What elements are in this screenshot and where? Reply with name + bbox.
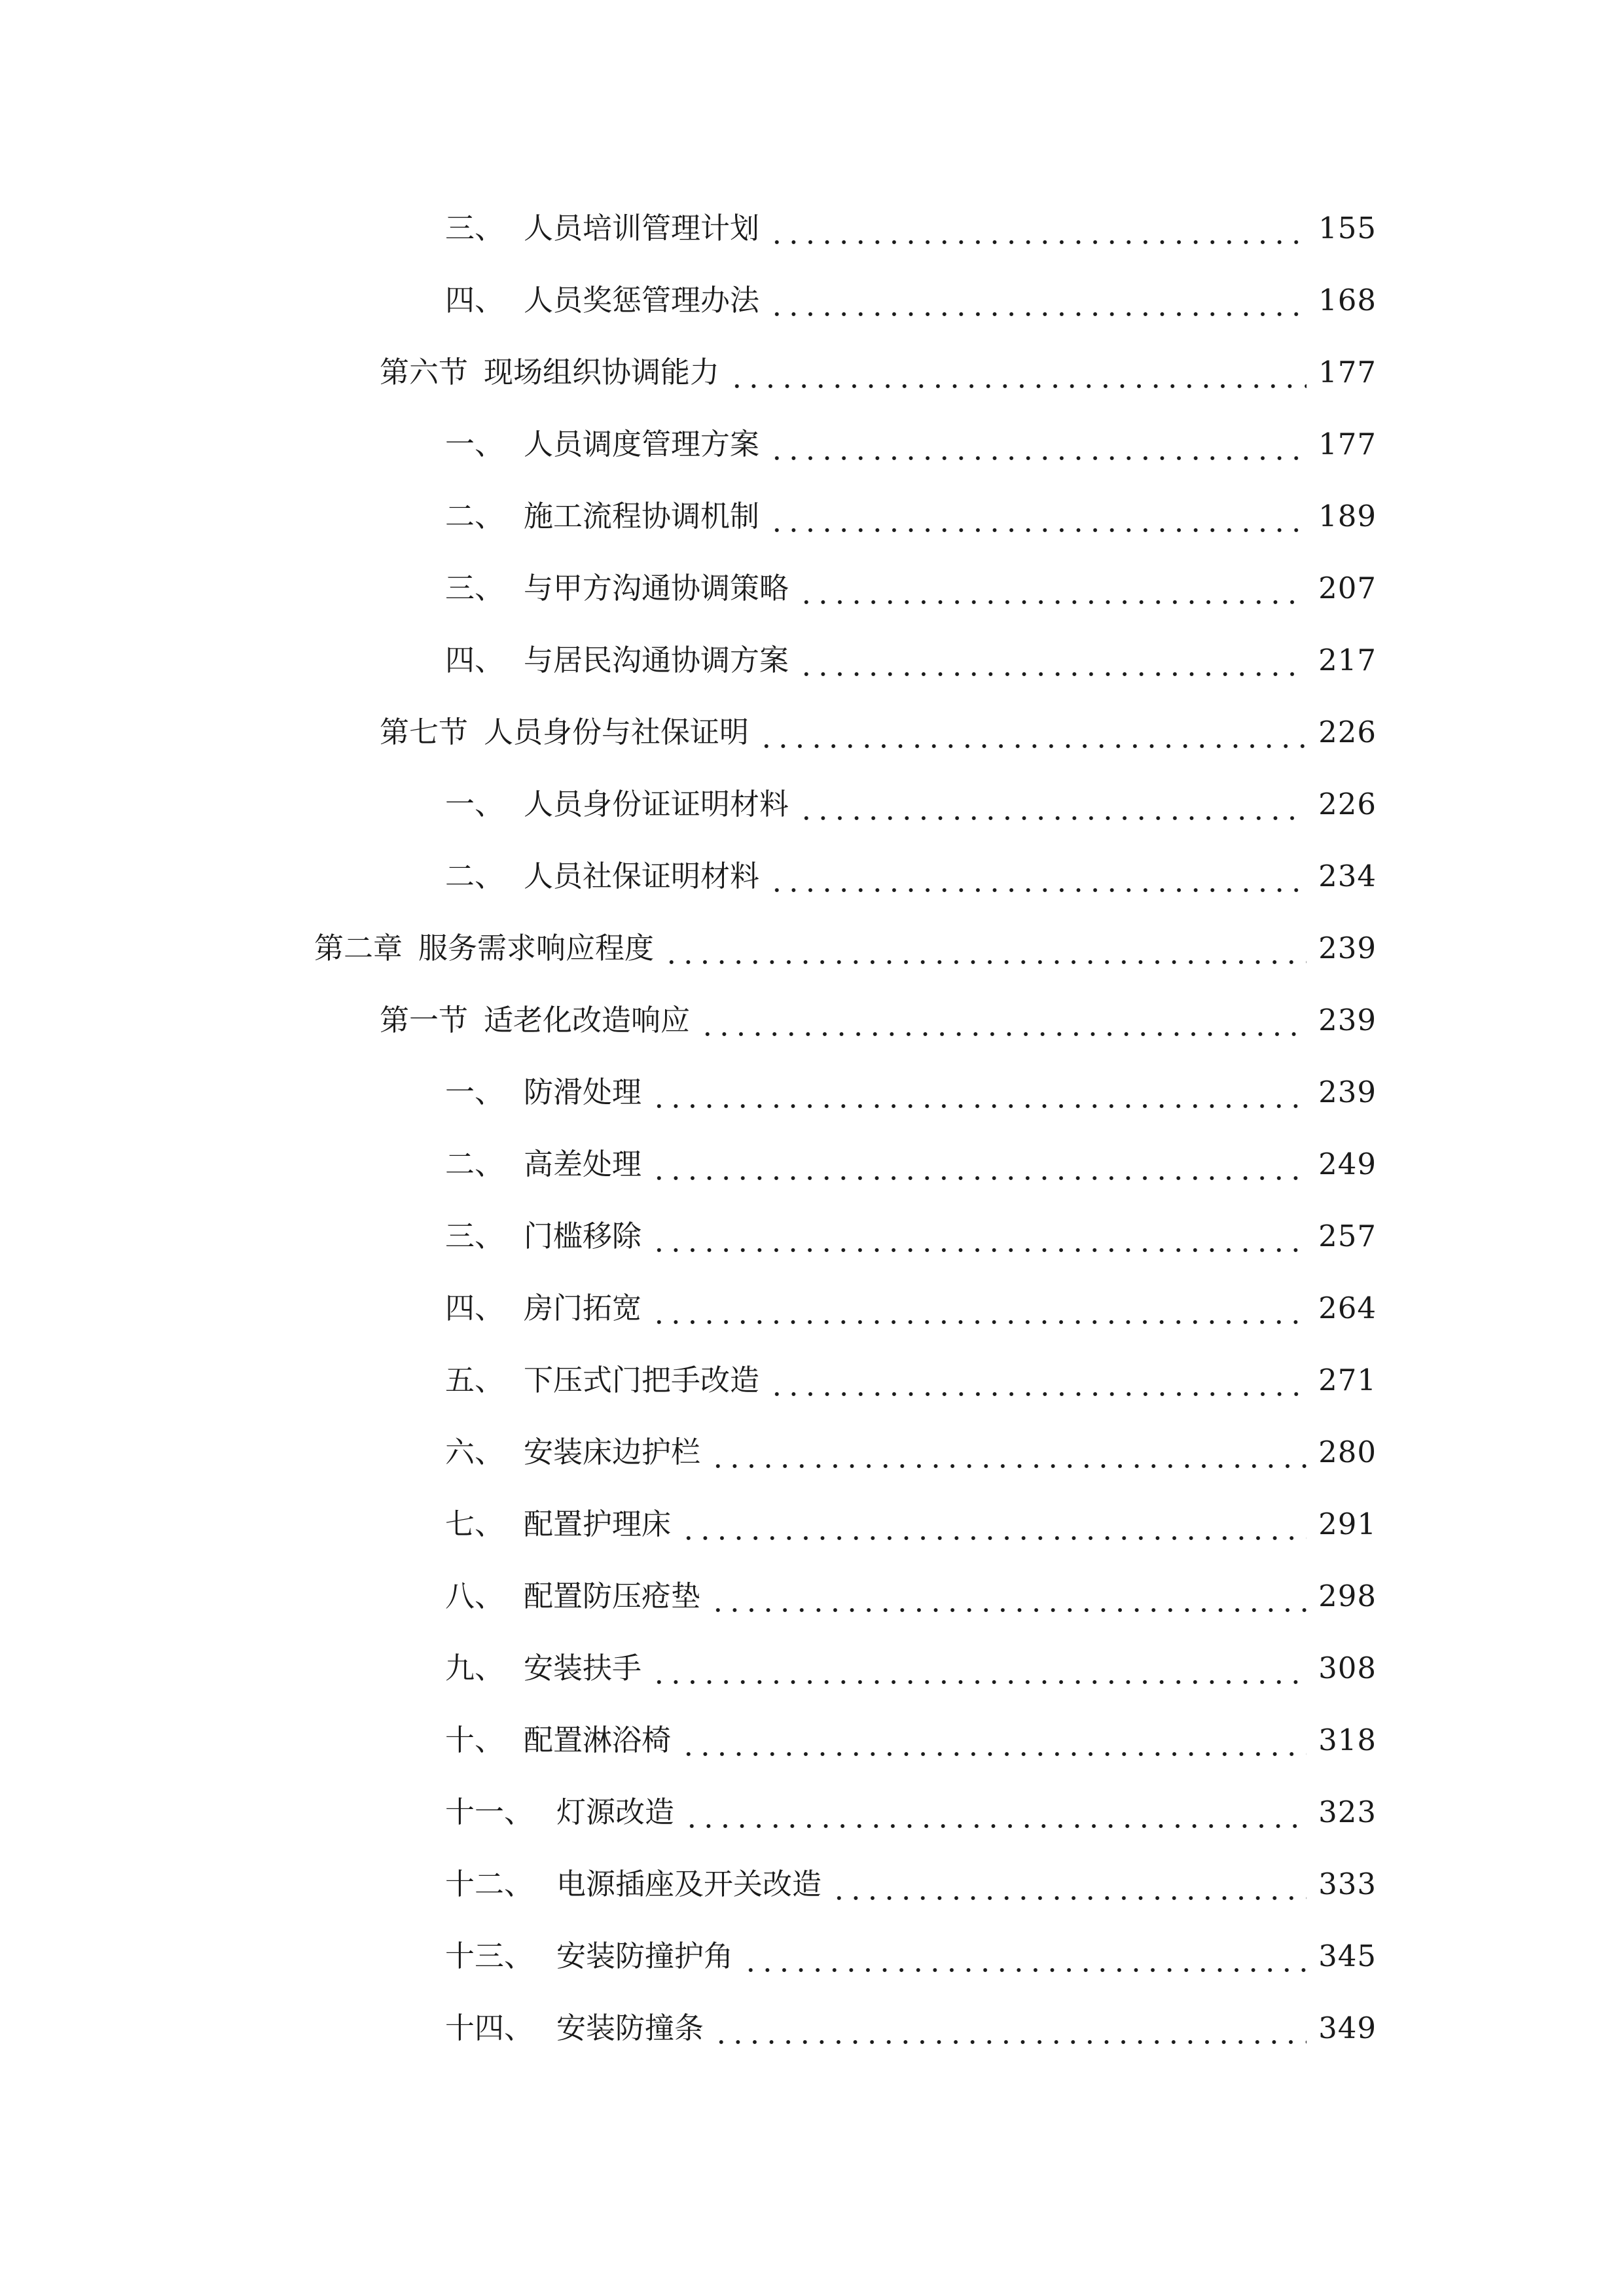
entry-title: 安装防撞条 [556, 2011, 704, 2045]
entry-title: 与居民沟通协调方案 [524, 643, 789, 677]
entry-marker: 七、 [445, 1507, 505, 1541]
entry-title: 配置淋浴椅 [524, 1723, 672, 1757]
dot-leader [729, 346, 1307, 399]
dot-leader [758, 706, 1307, 759]
entry-page-number: 308 [1318, 1651, 1377, 1685]
toc-entry[interactable] [445, 1570, 1377, 1623]
dot-leader [768, 850, 1307, 903]
entry-title: 人员奖惩管理办法 [524, 283, 760, 317]
entry-marker: 第一节 [380, 1003, 469, 1037]
entry-page-number: 271 [1318, 1363, 1377, 1397]
entry-page-number: 345 [1318, 1939, 1377, 1973]
dot-leader [680, 1714, 1307, 1767]
dot-leader [683, 1786, 1307, 1839]
entry-title: 人员培训管理计划 [524, 211, 760, 245]
entry-marker: 二、 [445, 1147, 505, 1181]
entry-marker: 第六节 [380, 355, 469, 389]
entry-marker: 十四、 [445, 2011, 534, 2045]
entry-marker: 十二、 [445, 1867, 534, 1901]
toc-entry[interactable] [445, 1786, 1377, 1839]
toc-entry[interactable] [445, 274, 1377, 327]
entry-marker: 二、 [445, 859, 505, 893]
entry-title: 配置防压疮垫 [524, 1579, 701, 1613]
dot-leader [651, 1210, 1307, 1263]
entry-page-number: 226 [1318, 715, 1377, 749]
dot-leader [710, 1426, 1307, 1479]
entry-title: 房门拓宽 [524, 1291, 642, 1325]
entry-marker: 六、 [445, 1435, 505, 1469]
dot-leader [768, 274, 1307, 327]
toc-entry[interactable] [445, 1426, 1377, 1479]
entry-title: 下压式门把手改造 [524, 1363, 760, 1397]
dot-leader [713, 2002, 1307, 2054]
entry-title: 电源插座及开关改造 [556, 1867, 822, 1901]
toc-entry-section[interactable] [380, 346, 1377, 399]
entry-page-number: 239 [1318, 1075, 1377, 1109]
entry-page-number: 291 [1318, 1507, 1377, 1541]
entry-page-number: 168 [1318, 283, 1377, 317]
dot-leader [798, 562, 1307, 615]
dot-leader [680, 1498, 1307, 1551]
toc-entry[interactable] [445, 202, 1377, 255]
entry-page-number: 234 [1318, 859, 1377, 893]
entry-marker: 十三、 [445, 1939, 534, 1973]
toc-entry[interactable] [445, 1498, 1377, 1551]
entry-title: 人员社保证明材料 [524, 859, 760, 893]
entry-title: 高差处理 [524, 1147, 642, 1181]
toc-entry[interactable] [445, 1282, 1377, 1335]
entry-marker: 一、 [445, 1075, 505, 1109]
entry-marker: 第二章 [314, 931, 403, 965]
dot-leader [742, 1930, 1307, 1982]
dot-leader [651, 1138, 1307, 1191]
entry-marker: 二、 [445, 499, 505, 533]
dot-leader [710, 1570, 1307, 1623]
toc-entry[interactable] [445, 1714, 1377, 1767]
entry-page-number: 298 [1318, 1579, 1377, 1613]
dot-leader [663, 922, 1307, 975]
dot-leader [768, 202, 1307, 255]
dot-leader [768, 418, 1307, 471]
entry-title: 现场组织协调能力 [484, 355, 720, 389]
toc-entry[interactable] [445, 490, 1377, 543]
entry-marker: 四、 [445, 643, 505, 677]
entry-title: 人员调度管理方案 [524, 427, 760, 461]
entry-page-number: 257 [1318, 1219, 1377, 1253]
entry-page-number: 318 [1318, 1723, 1377, 1757]
entry-marker: 九、 [445, 1651, 505, 1685]
entry-marker: 四、 [445, 283, 505, 317]
dot-leader [798, 778, 1307, 831]
entry-title: 人员身份与社保证明 [484, 715, 749, 749]
dot-leader [651, 1066, 1307, 1119]
entry-page-number: 207 [1318, 571, 1377, 605]
toc-entry-section[interactable] [380, 706, 1377, 759]
entry-page-number: 323 [1318, 1795, 1377, 1829]
toc-entry[interactable] [445, 778, 1377, 831]
entry-page-number: 349 [1318, 2011, 1377, 2045]
toc-entry[interactable] [445, 1858, 1377, 1910]
entry-title: 防滑处理 [524, 1075, 642, 1109]
toc-entry[interactable] [445, 850, 1377, 903]
entry-page-number: 239 [1318, 931, 1377, 965]
entry-title: 安装床边护栏 [524, 1435, 701, 1469]
toc-entry[interactable] [445, 562, 1377, 615]
entry-page-number: 333 [1318, 1867, 1377, 1901]
entry-page-number: 177 [1318, 427, 1377, 461]
entry-title: 人员身份证证明材料 [524, 787, 789, 821]
toc-entry[interactable] [445, 1138, 1377, 1191]
entry-page-number: 189 [1318, 499, 1377, 533]
entry-page-number: 264 [1318, 1291, 1377, 1325]
entry-marker: 四、 [445, 1291, 505, 1325]
dot-leader [798, 634, 1307, 687]
entry-title: 门槛移除 [524, 1219, 642, 1253]
dot-leader [768, 1354, 1307, 1407]
entry-page-number: 280 [1318, 1435, 1377, 1469]
entry-title: 与甲方沟通协调策略 [524, 571, 789, 605]
dot-leader [651, 1282, 1307, 1335]
entry-page-number: 177 [1318, 355, 1377, 389]
entry-page-number: 217 [1318, 643, 1377, 677]
entry-marker: 三、 [445, 571, 505, 605]
entry-marker: 十、 [445, 1723, 505, 1757]
toc-entry-chapter[interactable] [314, 922, 1377, 975]
entry-title: 服务需求响应程度 [418, 931, 655, 965]
entry-page-number: 226 [1318, 787, 1377, 821]
dot-leader [831, 1858, 1307, 1910]
toc-entry[interactable] [445, 1930, 1377, 1982]
entry-marker: 一、 [445, 787, 505, 821]
toc-entry[interactable] [445, 1354, 1377, 1407]
toc-entry[interactable] [445, 1642, 1377, 1695]
entry-title: 施工流程协调机制 [524, 499, 760, 533]
entry-page-number: 239 [1318, 1003, 1377, 1037]
entry-title: 安装扶手 [524, 1651, 642, 1685]
entry-title: 配置护理床 [524, 1507, 672, 1541]
entry-marker: 八、 [445, 1579, 505, 1613]
entry-title: 适老化改造响应 [484, 1003, 691, 1037]
toc-entry[interactable] [445, 634, 1377, 687]
dot-leader [699, 994, 1307, 1047]
entry-marker: 五、 [445, 1363, 505, 1397]
toc-entry[interactable] [445, 2002, 1377, 2054]
entry-title: 安装防撞护角 [556, 1939, 734, 1973]
toc-entry[interactable] [445, 1066, 1377, 1119]
dot-leader [768, 490, 1307, 543]
dot-leader [651, 1642, 1307, 1695]
entry-title: 灯源改造 [556, 1795, 675, 1829]
entry-marker: 一、 [445, 427, 505, 461]
toc-entry[interactable] [445, 1210, 1377, 1263]
toc-entry-section[interactable] [380, 994, 1377, 1047]
toc-entry[interactable] [445, 418, 1377, 471]
entry-page-number: 155 [1318, 211, 1377, 245]
entry-marker: 第七节 [380, 715, 469, 749]
entry-marker: 三、 [445, 1219, 505, 1253]
entry-marker: 十一、 [445, 1795, 534, 1829]
entry-page-number: 249 [1318, 1147, 1377, 1181]
entry-marker: 三、 [445, 211, 505, 245]
